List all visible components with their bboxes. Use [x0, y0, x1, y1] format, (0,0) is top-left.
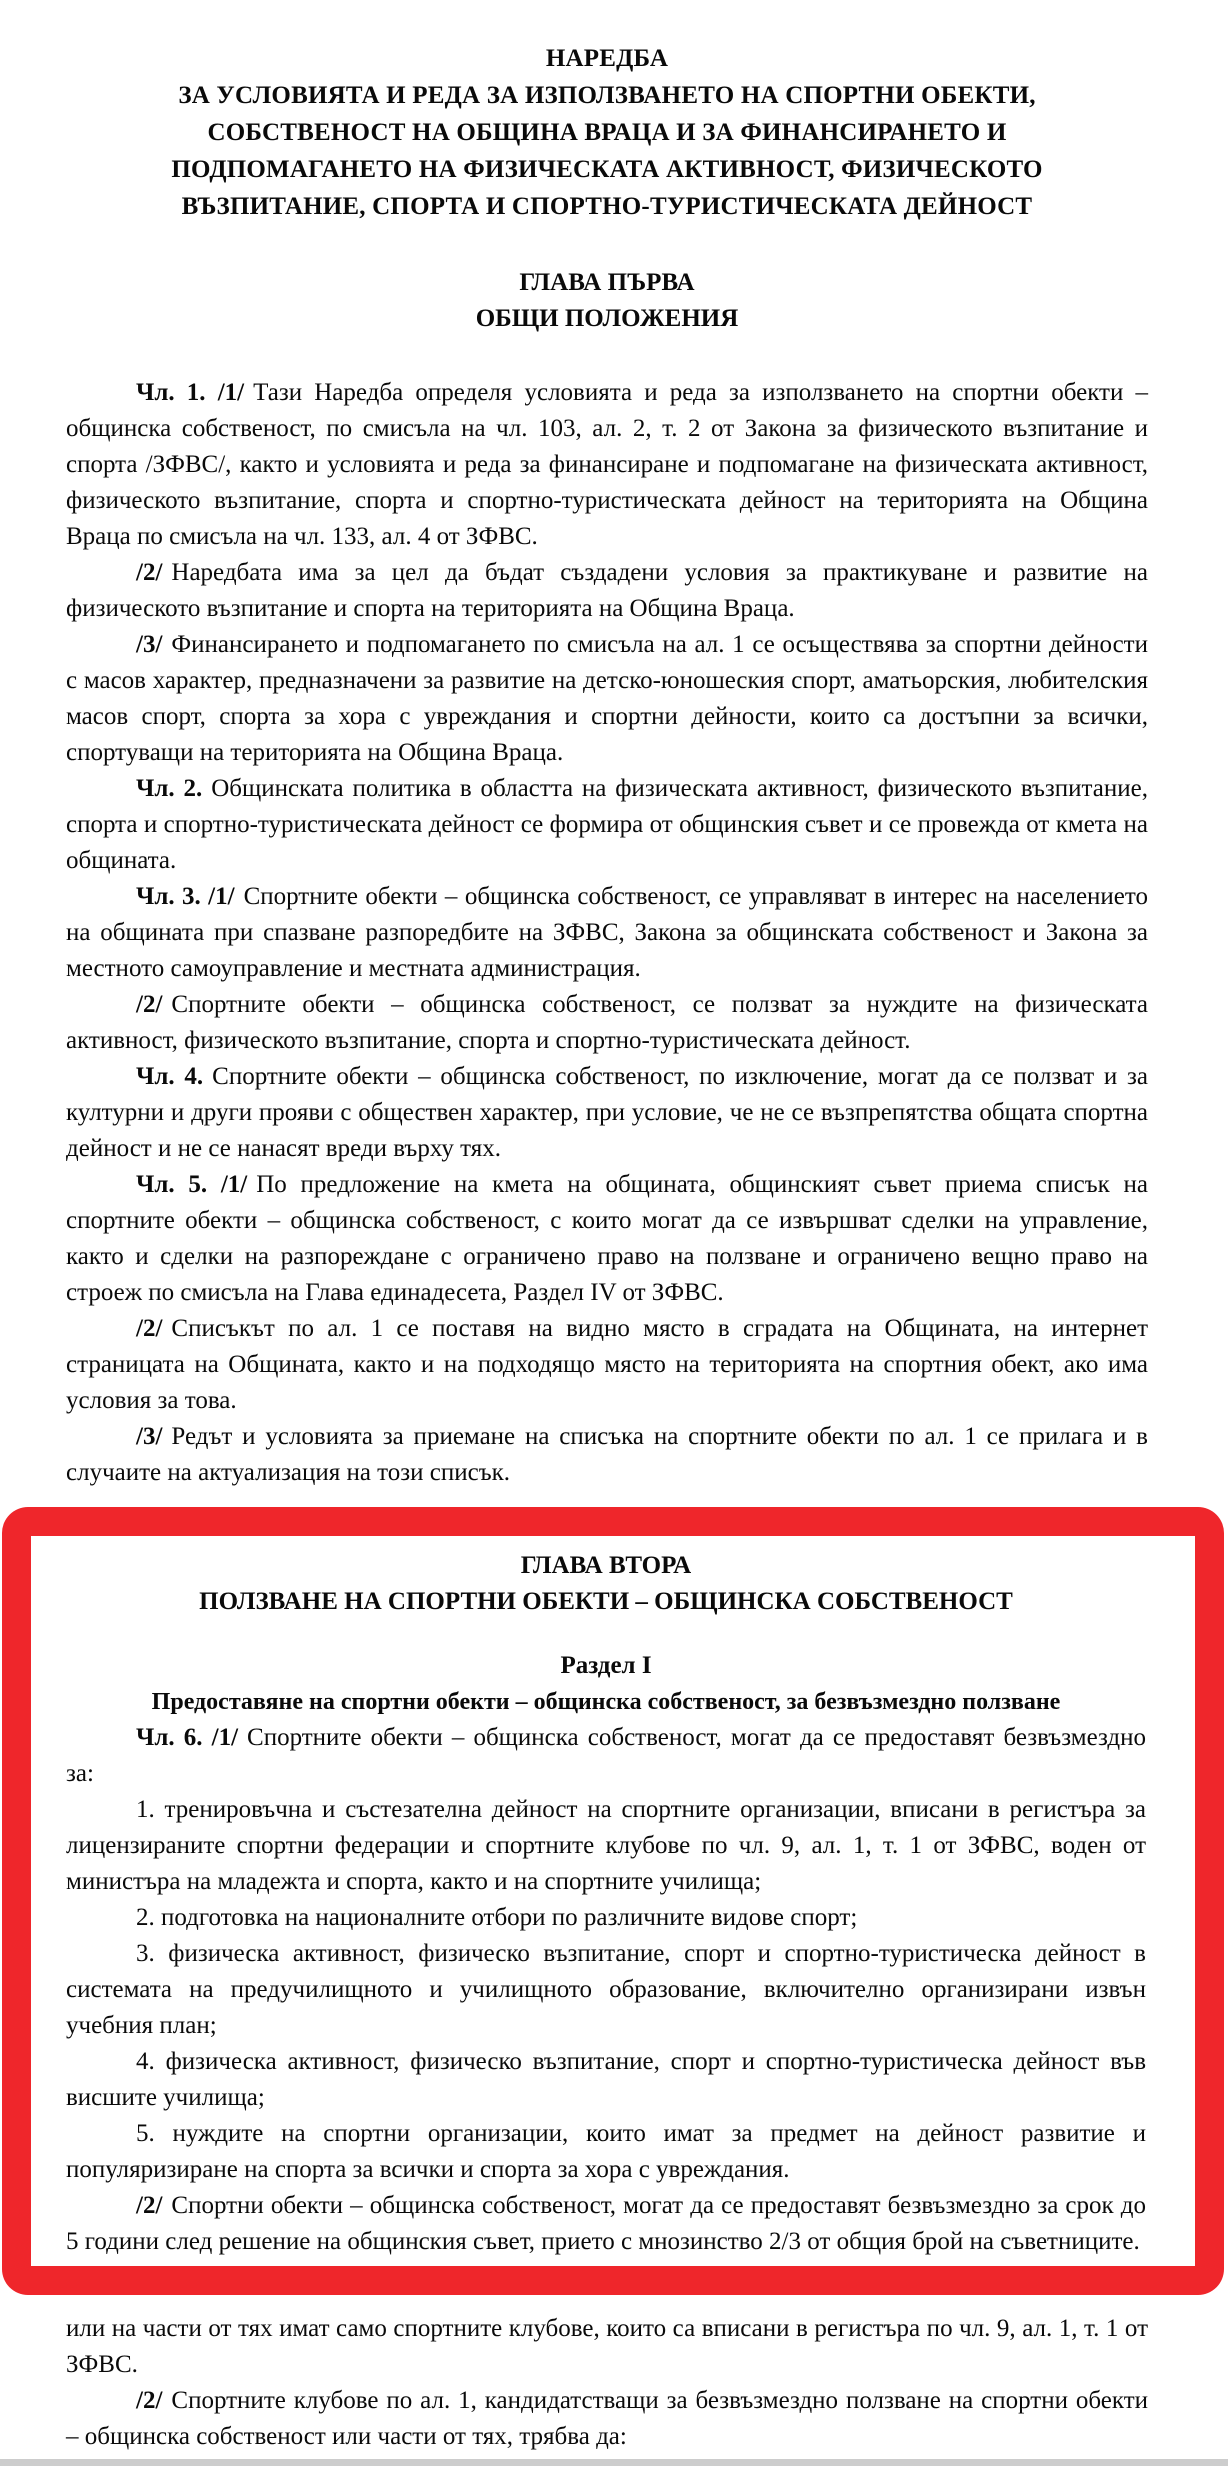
document-title: [66, 40, 1148, 225]
paragraph-text: 1. тренировъчна и състезателна дейност на спортните организации, вписани в регистъра за лицензираните спортни федерации и спортните клубове по чл. 9, ал. 1, т. 1 от ЗФВС, воден от министъра на младежта и спорта, както и на спортните училища;: [66, 1796, 1146, 1895]
paragraph-marker: /2/: [136, 559, 163, 586]
scan-edge-artifact: [0, 2459, 1228, 2466]
paragraph: [66, 1419, 1148, 1491]
paragraph-text: 3. физическа активност, физическо възпитание, спорт и спортно-туристическа дейност в системата на предучилищното и училищното образование, включително организирани извън учебния план;: [66, 1940, 1146, 2039]
paragraph: [66, 1936, 1146, 2044]
paragraph-text: Спортните обекти – общинска собственост, се управляват в интерес на населението на общината при спазване разпоредбите на ЗФВС, Закона за общинската собственост и Закона за местното самоуправление и местната администрация.: [66, 883, 1148, 982]
chapter-two-subheading: ПОЛЗВАНЕ НА СПОРТНИ ОБЕКТИ – ОБЩИНСКА СОБСТВЕНОСТ: [199, 1588, 1013, 1615]
section-subheading: Предоставяне на спортни обекти – общинска собственост, за безвъзмездно ползване: [151, 1689, 1061, 1715]
chapter-one-heading: ГЛАВА ПЪРВА: [519, 269, 695, 296]
paragraph-text: Наредбата има за цел да бъдат създадени условия за практикуване и развитие на физическото възпитание и спорта на територията на Община Враца.: [66, 559, 1148, 622]
paragraph-marker: /2/: [136, 2192, 163, 2219]
paragraph: [66, 1059, 1148, 1167]
paragraph: [66, 375, 1148, 555]
paragraph-text: Финансирането и подпомагането по смисъла на ал. 1 се осъществява за спортни дейности с масов характер, предназначени за развитие на детско-юношеския спорт, аматьорския, любителския масов спорт, спорта за хора с увреждания и спортни дейности, които са достъпни за всички, спортуващи на територията на Община Враца.: [66, 631, 1148, 766]
paragraph-text: Редът и условията за приемане на списъка на спортните обекти по ал. 1 се прилага и в случаите на актуализация на този списък.: [66, 1423, 1148, 1486]
paragraph-text: Спортни обекти – общинска собственост, могат да се предоставят безвъзмездно за срок до 5 години след решение на общинския съвет, прието с мнозинство 2/3 от общия брой на съветниците.: [66, 2192, 1146, 2255]
paragraph-marker: Чл. 5. /1/: [136, 1171, 248, 1198]
chapter-one-section: [66, 265, 1148, 1491]
paragraph-text: 4. физическа активност, физическо възпитание, спорт и спортно-туристическа дейност във висшите училища;: [66, 2048, 1146, 2111]
paragraph-marker: Чл. 2.: [136, 775, 203, 802]
paragraph-marker: Чл. 6. /1/: [136, 1724, 239, 1751]
paragraph: [66, 2311, 1148, 2383]
paragraph: [66, 2044, 1146, 2116]
paragraph: [66, 2383, 1148, 2455]
chapter-one-subheading: ОБЩИ ПОЛОЖЕНИЯ: [475, 305, 739, 332]
paragraph: [66, 1720, 1146, 1792]
paragraph: [66, 879, 1148, 987]
paragraph: [66, 1900, 1146, 1936]
paragraph-text: По предложение на кмета на общината, общинският съвет приема списък на спортните обекти – общинска собственост, с които могат да се извършват сделки на управление, както и сделки на разпореждане с ограничено право на ползване и ограничено вещно право на строеж по смисъла на Глава единадесета, Раздел IV от ЗФВС.: [66, 1171, 1148, 1306]
paragraph-marker: /3/: [136, 631, 163, 658]
paragraph-marker: /2/: [136, 2387, 163, 2414]
paragraph-text: Спортните клубове по ал. 1, кандидатстващи за безвъзмездно ползване на спортни обекти – общинска собственост или части от тях, трябва да:: [66, 2387, 1148, 2450]
chapter-one-headings: [66, 265, 1148, 337]
paragraph: [66, 987, 1148, 1059]
paragraph: [66, 1311, 1148, 1419]
paragraph-marker: Чл. 3. /1/: [136, 883, 235, 910]
paragraph: [66, 2116, 1146, 2188]
post-highlight-section: [66, 2311, 1148, 2455]
paragraph-marker: Чл. 4.: [136, 1063, 204, 1090]
paragraph-text: 5. нуждите на спортни организации, които имат за предмет на дейност развитие и популяризиране на спорта за всички и спорта за хора с увреждания.: [66, 2120, 1146, 2183]
title-line: ВЪЗПИТАНИЕ, СПОРТА И СПОРТНО-ТУРИСТИЧЕСКАТА ДЕЙНОСТ: [181, 193, 1033, 220]
paragraph: [66, 627, 1148, 771]
title-line: ПОДПОМАГАНЕТО НА ФИЗИЧЕСКАТА АКТИВНОСТ, ФИЗИЧЕСКОТО: [171, 156, 1043, 183]
paragraph-text: Спортните обекти – общинска собственост, могат да се предоставят безвъзмездно за:: [66, 1724, 1147, 1787]
paragraph-marker: /2/: [136, 991, 163, 1018]
paragraph: [66, 2188, 1146, 2260]
chapter-one-body: [66, 375, 1148, 1491]
paragraph: [66, 1167, 1148, 1311]
paragraph: [66, 771, 1148, 879]
paragraph-text: Спортните обекти – общинска собственост, по изключение, могат да се ползват и за културни и други прояви с обществен характер, при условие, че не се възпрепятства общата спортна дейност и не се нанасят вреди върху тях.: [66, 1063, 1149, 1162]
paragraph: [66, 1792, 1146, 1900]
paragraph-marker: /3/: [136, 1423, 163, 1450]
paragraph-text: Общинската политика в областта на физическата активност, физическото възпитание, спорта и спортно-туристическата дейност се формира от общинския съвет и се провежда от кмета на общината.: [66, 775, 1148, 874]
paragraph-text: или на части от тях имат само спортните клубове, които са вписани в регистъра по чл. 9, ал. 1, т. 1 от ЗФВС.: [66, 2315, 1148, 2378]
section-heading: Раздел I: [560, 1652, 652, 1679]
paragraph-text: Тази Наредба определя условията и реда за използването на спортни обекти – общинска собственост, по смисъла на чл. 103, ал. 2, т. 2 от Закона за физическото възпитание и спорта /ЗФВС/, както и условията и реда за финансиране и подпомагане на физическата активност, физическото възпитание, спорта и спортно-туристическата дейност на територията на Община Враца по смисъла на чл. 133, ал. 4 от ЗФВС.: [66, 379, 1149, 550]
title-line: ЗА УСЛОВИЯТА И РЕДА ЗА ИЗПОЛЗВАНЕТО НА СПОРТНИ ОБЕКТИ,: [178, 82, 1036, 109]
paragraph-text: Спортните обекти – общинска собственост, се ползват за нуждите на физическата активност, физическото възпитание, спорта и спортно-туристическата дейност.: [66, 991, 1148, 1054]
paragraph-marker: /2/: [136, 1315, 163, 1342]
paragraph-text: Списъкът по ал. 1 се поставя на видно място в сградата на Общината, на интернет страницата на Общината, както и на подходящо място на територията на спортния обект, ако има условия за това.: [66, 1315, 1148, 1414]
paragraph: [66, 555, 1148, 627]
title-line: НАРЕДБА: [545, 45, 669, 72]
paragraph-marker: Чл. 1. /1/: [136, 379, 245, 406]
chapter-two-heading: ГЛАВА ВТОРА: [520, 1552, 692, 1579]
title-line: СОБСТВЕНОСТ НА ОБЩИНА ВРАЦА И ЗА ФИНАНСИРАНЕТО И: [207, 119, 1007, 146]
paragraph-text: 2. подготовка на националните отбори по различните видове спорт;: [136, 1904, 858, 1931]
red-highlight-box: [2, 1507, 1224, 2295]
